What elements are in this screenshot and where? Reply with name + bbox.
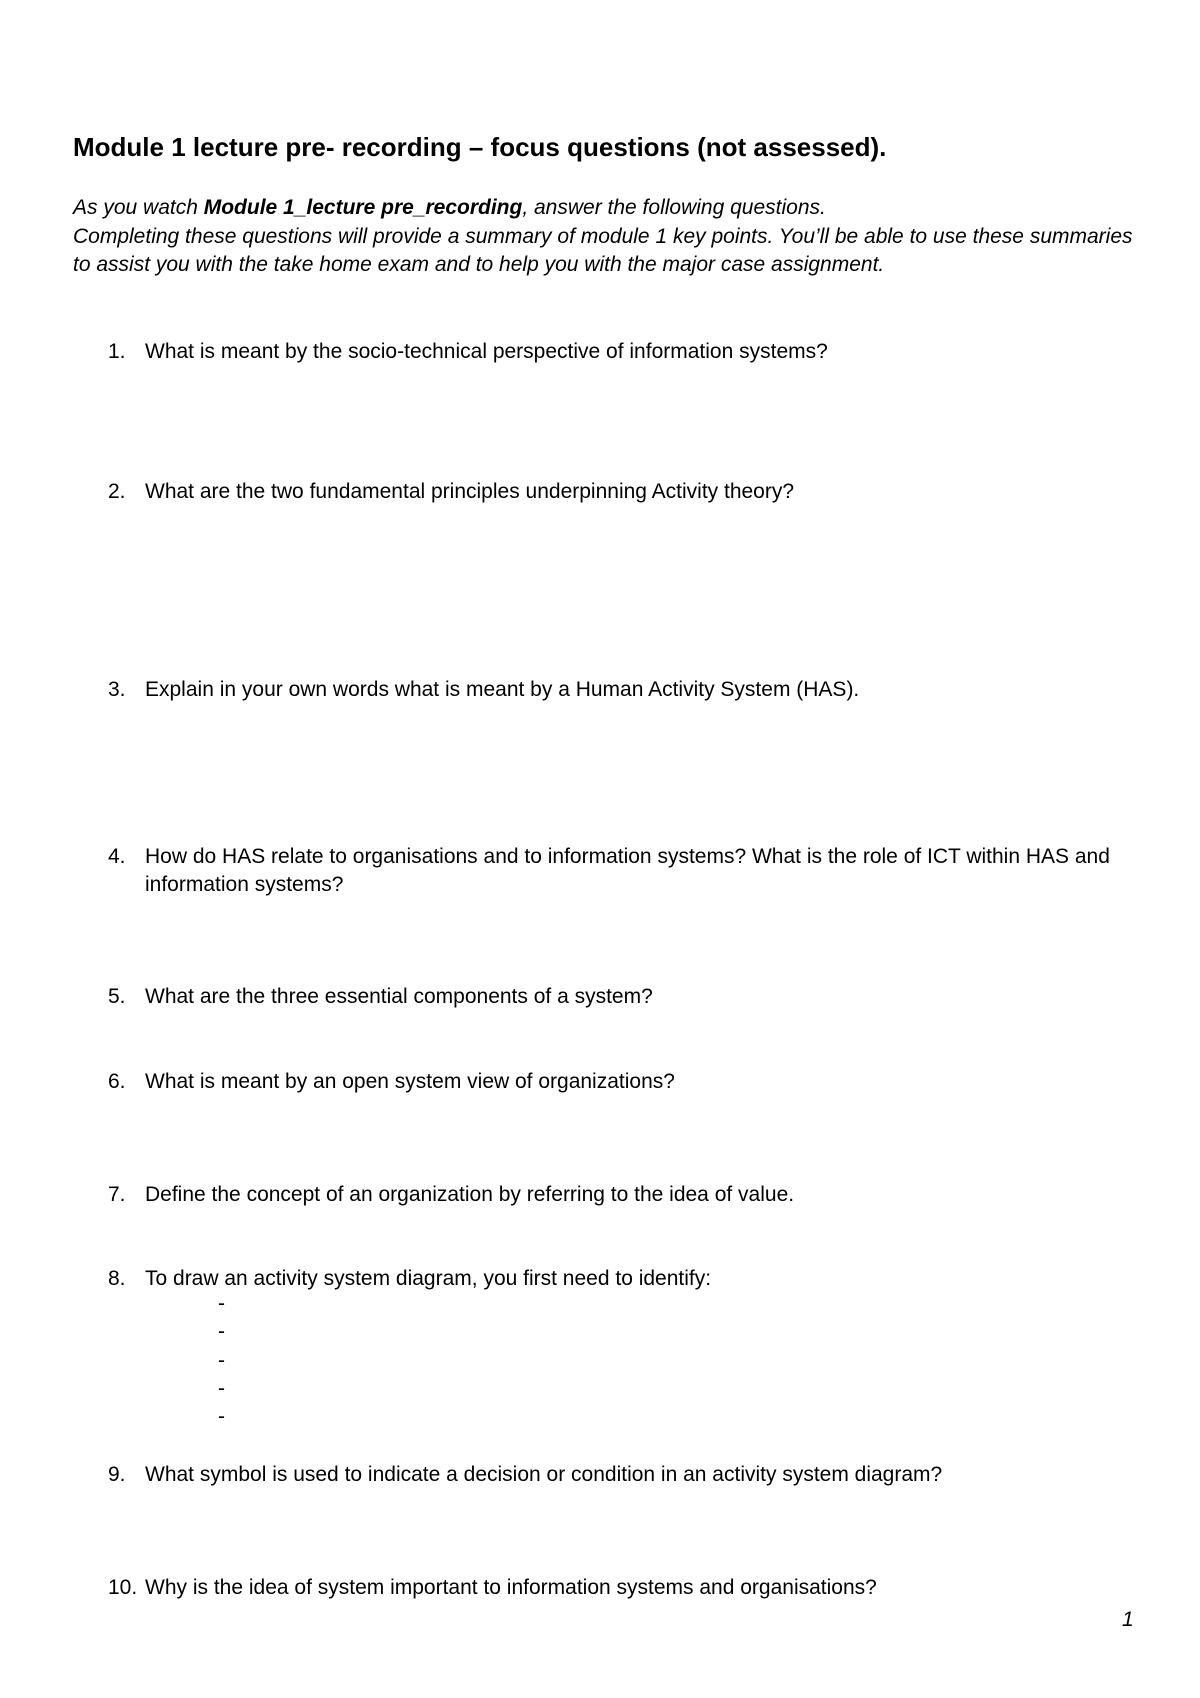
question-number: 10. — [108, 1576, 138, 1599]
identify-list — [218, 1290, 225, 1431]
blank-dash: - — [218, 1320, 225, 1344]
question-text: How do HAS relate to organisations and to information systems? What is the role of ICT within HAS and information systems? — [145, 845, 1110, 896]
intro-prefix: As you watch — [73, 196, 204, 219]
intro-paragraph — [73, 194, 1133, 280]
question-text: Define the concept of an organization by referring to the idea of value. — [145, 1183, 795, 1206]
question-text: To draw an activity system diagram, you first need to identify: — [145, 1267, 712, 1290]
question-number: 5. — [108, 985, 126, 1008]
question-number: 4. — [108, 845, 126, 868]
blank-dash: - — [218, 1348, 225, 1372]
question-text: What are the two fundamental principles underpinning Activity theory? — [145, 480, 795, 503]
question-text: Explain in your own words what is meant by a Human Activity System (HAS). — [145, 678, 860, 701]
question-text: What is meant by an open system view of organizations? — [145, 1070, 675, 1093]
page-number: 1 — [1122, 1608, 1134, 1631]
question-number: 2. — [108, 480, 126, 503]
question-number: 6. — [108, 1070, 126, 1093]
intro-instructions: Completing these questions will provide a summary of module 1 key points. You’ll be able to use these summaries to assist you with the take home exam and to help you with the major case assignment. — [73, 224, 1133, 276]
blank-dash: - — [218, 1405, 225, 1429]
page-title: Module 1 lecture pre- recording – focus questions (not assessed). — [73, 132, 887, 162]
question-text: What are the three essential components of a system? — [145, 985, 653, 1008]
question-text: Why is the idea of system important to information systems and organisations? — [145, 1576, 877, 1599]
blank-dash: - — [218, 1376, 225, 1400]
blank-dash: - — [218, 1292, 225, 1315]
question-number: 3. — [108, 678, 126, 701]
question-number: 8. — [108, 1267, 126, 1290]
question-text: What symbol is used to indicate a decision or condition in an activity system diagram? — [145, 1463, 943, 1486]
intro-recording-name: Module 1_lecture pre_recording — [203, 196, 523, 219]
question-text: What is meant by the socio-technical perspective of information systems? — [145, 340, 828, 363]
question-number: 9. — [108, 1463, 126, 1486]
question-number: 7. — [108, 1183, 126, 1206]
intro-suffix: , answer the following questions. — [522, 196, 826, 219]
question-number: 1. — [108, 340, 126, 363]
